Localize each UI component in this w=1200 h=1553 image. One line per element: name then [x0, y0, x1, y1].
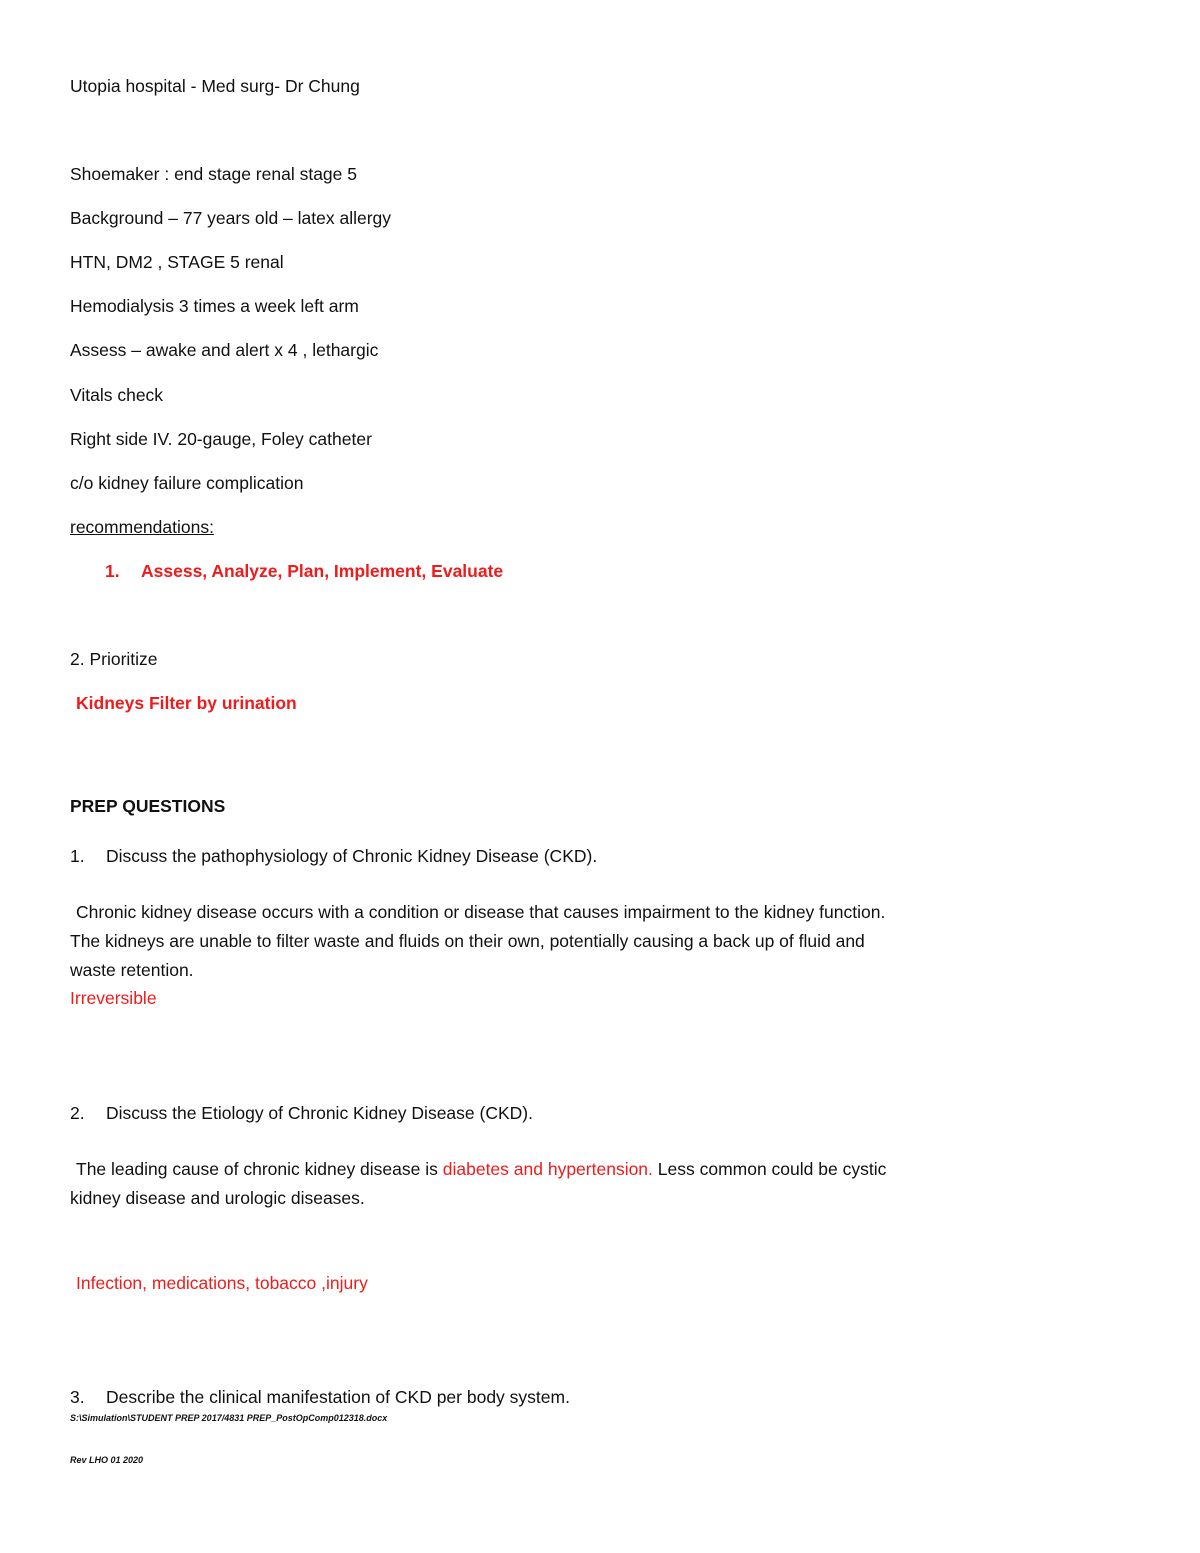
question-1	[70, 845, 597, 867]
question-1-text: Discuss the pathophysiology of Chronic Kidney Disease (CKD).	[106, 846, 598, 866]
question-2-answer-line-2: kidney disease and urologic diseases.	[70, 1188, 365, 1208]
question-1-answer-line-2: The kidneys are unable to filter waste and fluids on their own, potentially causing a back up of fluid and	[70, 931, 865, 951]
question-2-number: 2.	[70, 1103, 85, 1123]
recommendation-1-number: 1.	[105, 561, 120, 581]
question-3-text: Describe the clinical manifestation of CKD per body system.	[106, 1387, 570, 1407]
case-line-background: Background – 77 years old – latex allergy	[70, 208, 392, 228]
recommendations-label: recommendations:	[70, 517, 214, 537]
prep-questions-heading: PREP QUESTIONS	[70, 796, 226, 816]
question-2	[70, 1102, 533, 1124]
question-3-number: 3.	[70, 1387, 85, 1407]
recommendation-1-text: Assess, Analyze, Plan, Implement, Evaluate	[141, 561, 504, 581]
recommendation-2: 2. Prioritize	[70, 649, 158, 669]
footer-revision: Rev LHO 01 2020	[70, 1455, 144, 1465]
question-3	[70, 1386, 570, 1408]
footer-file-path: S:\Simulation\STUDENT PREP 2017/4831 PREP_PostOpComp012318.docx	[70, 1413, 388, 1423]
case-line-patient: Shoemaker : end stage renal stage 5	[70, 164, 357, 184]
case-line-dialysis: Hemodialysis 3 times a week left arm	[70, 296, 359, 316]
recommendation-1	[105, 560, 503, 582]
question-2-note: Infection, medications, tobacco ,injury	[76, 1273, 368, 1293]
case-line-vitals: Vitals check	[70, 385, 164, 405]
case-line-iv: Right side IV. 20-gauge, Foley catheter	[70, 429, 372, 449]
case-line-assess: Assess – awake and alert x 4 , lethargic	[70, 340, 379, 360]
question-2-text: Discuss the Etiology of Chronic Kidney Disease (CKD).	[106, 1103, 533, 1123]
recommendation-2-note: Kidneys Filter by urination	[76, 693, 297, 713]
question-2-answer-part-2: Less common could be cystic	[652, 1159, 887, 1179]
case-line-complaint: c/o kidney failure complication	[70, 473, 304, 493]
document-title: Utopia hospital - Med surg- Dr Chung	[70, 76, 360, 96]
case-line-history: HTN, DM2 , STAGE 5 renal	[70, 252, 284, 272]
question-1-answer-line-1: Chronic kidney disease occurs with a condition or disease that causes impairment to the kidney function.	[76, 902, 886, 922]
question-2-answer-line-1	[76, 1158, 886, 1180]
question-2-answer-highlight: diabetes and hypertension.	[442, 1159, 653, 1179]
question-1-number: 1.	[70, 846, 85, 866]
question-1-answer-line-3: waste retention.	[70, 960, 194, 980]
question-2-answer-part-1: The leading cause of chronic kidney disease is	[76, 1159, 443, 1179]
question-1-note: Irreversible	[70, 988, 157, 1008]
